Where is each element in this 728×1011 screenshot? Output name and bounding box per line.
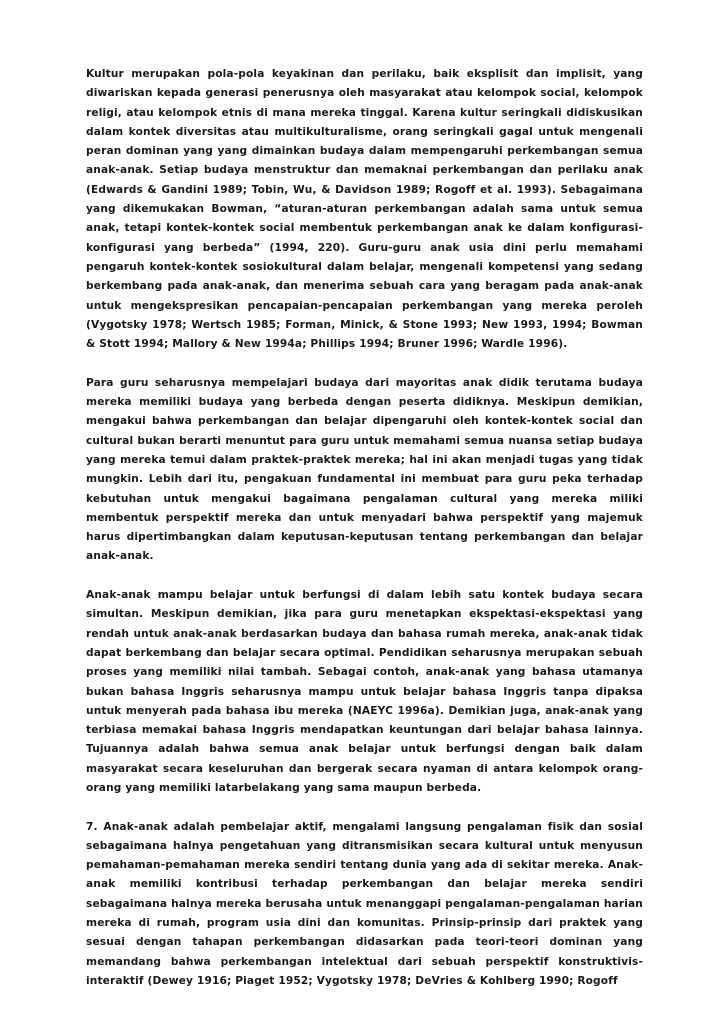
paragraph-active-learners: 7. Anak-anak adalah pembelajar aktif, mengalami langsung pengalaman fisik dan sosial sebagaimana halnya pengetahuan yang ditransmisikan secara kultural untuk menyusun pemahaman-pemahaman mereka sendiri tentang dunia yang ada di sekitar mereka. Anak-anak memiliki kontribusi terhadap perkembangan dan belajar mereka sendiri sebagaimana halnya mereka berusaha untuk menanggapi pengalaman-pengalaman harian mereka di rumah, program usia dini dan komunitas. Prinsip-prinsip dari praktek yang sesuai dengan tahapan perkembangan didasarkan pada teori-teori dominan yang memandang bahwa perkembangan intelektual dari sebuah perspektif konstruktivis-interaktif (Dewey 1916; Piaget 1952; Vygotsky 1978; DeVries & Kohlberg 1990; Rogoff — [86, 820, 643, 987]
document-page — [86, 65, 643, 1011]
paragraph-multiple-contexts: Anak-anak mampu belajar untuk berfungsi di dalam lebih satu kontek budaya secara simultan. Meskipun demikian, jika para guru menetapkan ekspektasi-ekspektasi yang rendah untuk anak-anak berdasarkan budaya dan bahasa rumah mereka, anak-anak tidak dapat berkembang dan belajar secara optimal. Pendidikan seharusnya merupakan sebuah proses yang memiliki nilai tambah. Sebagai contoh, anak-anak yang bahasa utamanya bukan bahasa Inggris seharusnya mampu untuk belajar bahasa Inggris tanpa dipaksa untuk menyerah pada bahasa ibu mereka (NAEYC 1996a). Demikian juga, anak-anak yang terbiasa memakai bahasa Inggris mendapatkan keuntungan dari belajar bahasa lainnya. Tujuannya adalah bahwa semua anak belajar untuk berfungsi dengan baik dalam masyarakat secara keseluruhan dan bergerak secara nyaman di antara kelompok orang-orang yang memiliki latarbelakang yang sama maupun berbeda. — [86, 589, 643, 794]
paragraph-culture-definition: Kultur merupakan pola-pola keyakinan dan perilaku, baik eksplisit dan implisit, yang diwariskan kepada generasi penerusnya oleh masyarakat atau kelompok social, kelompok religi, atau kelompok etnis di mana mereka tinggal. Karena kultur seringkali didiskusikan dalam kontek diversitas atau multikulturalisme, orang seringkali gagal untuk mengenali peran dominan yang yang dimainkan budaya dalam mempengaruhi perkembangan semua anak-anak. Setiap budaya menstruktur dan memaknai perkembangan dan perilaku anak (Edwards & Gandini 1989; Tobin, Wu, & Davidson 1989; Rogoff et al. 1993). Sebagaimana yang dikemukakan Bowman, “aturan-aturan perkembangan adalah sama untuk semua anak, tetapi kontek-kontek social membentuk perkembangan anak ke dalam konfigurasi-konfigurasi yang berbeda” (1994, 220). Guru-guru anak usia dini perlu memahami pengaruh kontek-kontek sosiokultural dalam belajar, mengenali kompetensi yang sedang berkembang pada anak-anak, dan menerima sebuah cara yang beragam pada anak-anak untuk mengekspresikan pencapaian-pencapaian perkembangan yang mereka peroleh (Vygotsky 1978; Wertsch 1985; Forman, Minick, & Stone 1993; New 1993, 1994; Bowman & Stott 1994; Mallory & New 1994a; Phillips 1994; Bruner 1996; Wardle 1996). — [86, 68, 643, 351]
paragraph-teachers-culture: Para guru seharusnya mempelajari budaya dari mayoritas anak didik terutama budaya mereka memiliki budaya yang berbeda dengan peserta didiknya. Meskipun demikian, mengakui bahwa perkembangan dan belajar dipengaruhi oleh kontek-kontek social dan cultural bukan berarti menuntut para guru untuk memahami semua nuansa setiap budaya yang mereka temui dalam praktek-praktek mereka; hal ini akan menjadi tugas yang tidak mungkin. Lebih dari itu, pengakuan fundamental ini membuat para guru peka terhadap kebutuhan untuk mengakui bagaimana pengalaman cultural yang mereka miliki membentuk perspektif mereka dan untuk menyadari bahwa perspektif yang majemuk harus dipertimbangkan dalam keputusan-keputusan tentang perkembangan dan belajar anak-anak. — [86, 376, 643, 563]
